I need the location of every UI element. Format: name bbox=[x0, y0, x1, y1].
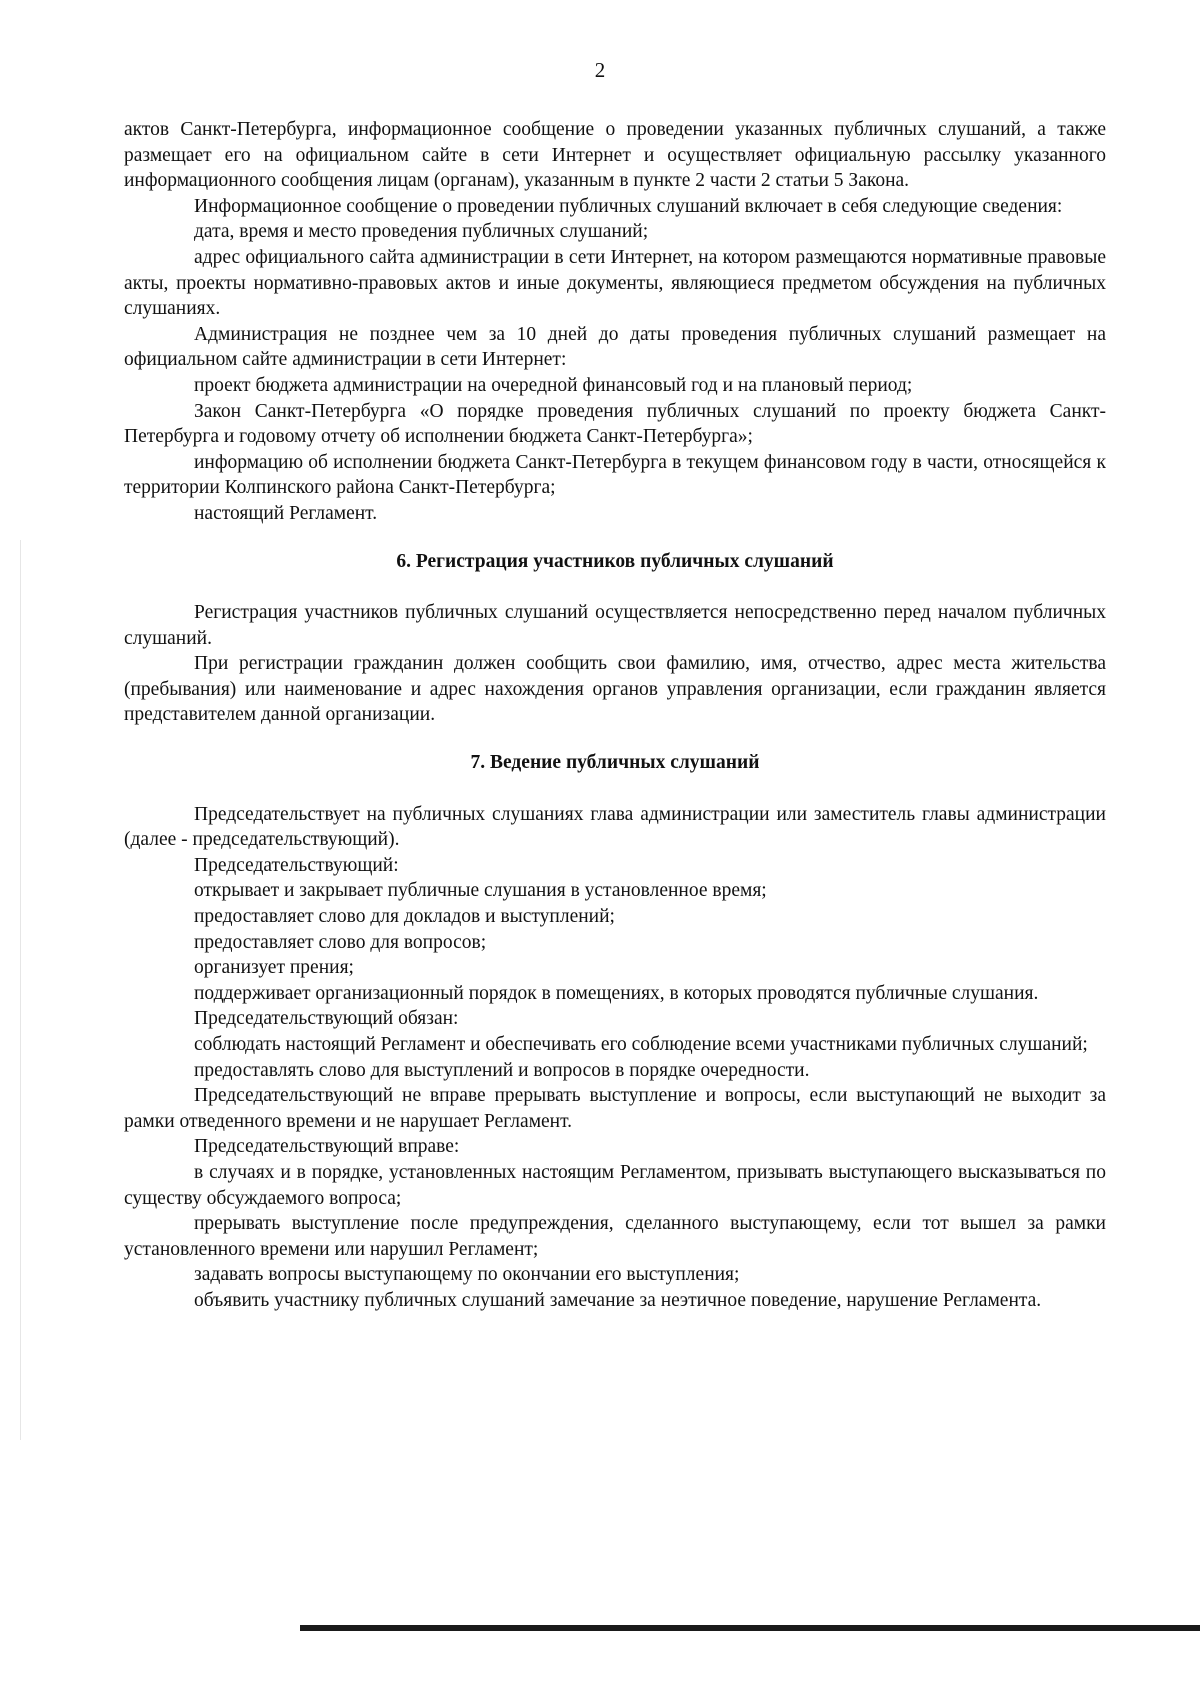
paragraph: объявить участнику публичных слушаний замечание за неэтичное поведение, нарушение Регламента. bbox=[194, 1289, 1042, 1311]
paragraph: предоставляет слово для вопросов; bbox=[194, 931, 487, 953]
paragraph: Председательствующий вправе: bbox=[194, 1136, 460, 1158]
paragraph: дата, время и место проведения публичных слушаний; bbox=[194, 221, 649, 243]
paragraph: поддерживает организационный порядок в помещениях, в которых проводятся публичные слушания. bbox=[194, 982, 1039, 1004]
paragraph: задавать вопросы выступающему по окончании его выступления; bbox=[194, 1264, 740, 1286]
paragraph: Председательствующий не вправе прерывать выступление и вопросы, если выступающий не выходит за рамки отведенного времени и не нарушает Регламент. bbox=[124, 1085, 1106, 1132]
bottom-rule bbox=[300, 1625, 1200, 1631]
paragraph: проект бюджета администрации на очередной финансовый год и на плановый период; bbox=[194, 374, 913, 396]
paragraph: предоставлять слово для выступлений и вопросов в порядке очередности. bbox=[194, 1059, 810, 1081]
paragraph: актов Санкт-Петербурга, информационное сообщение о проведении указанных публичных слушаний, а также размещает его на официальном сайте в сети Интернет и осуществляет официальную рассылку указанного информационного сообщения лицам (органам), указанным в пункте 2 части 2 статьи 5 Закона. bbox=[124, 119, 1106, 192]
paragraph: При регистрации гражданин должен сообщить свои фамилию, имя, отчество, адрес места жительства (пребывания) или наименование и адрес нахождения органов управления организации, если гражданин является представителем данной организации. bbox=[124, 653, 1106, 726]
paragraph: информацию об исполнении бюджета Санкт-Петербурга в текущем финансовом году в части, относящейся к территории Колпинского района Санкт-Петербурга; bbox=[124, 451, 1106, 499]
paragraph: Председательствующий обязан: bbox=[194, 1008, 459, 1030]
paragraph: Регистрация участников публичных слушаний осуществляется непосредственно перед началом публичных слушаний. bbox=[124, 602, 1106, 649]
paragraph: настоящий Регламент. bbox=[194, 502, 378, 524]
document-body bbox=[124, 117, 1106, 1314]
paragraph: адрес официального сайта администрации в сети Интернет, на котором размещаются нормативные правовые акты, проекты нормативно-правовых актов и иные документы, являющиеся предметом обсуждения на публичных слушаниях. bbox=[124, 246, 1106, 320]
paragraph: предоставляет слово для докладов и выступлений; bbox=[194, 906, 615, 928]
paragraph: Председательствует на публичных слушаниях глава администрации или заместитель главы администрации (далее - председательствующий). bbox=[124, 803, 1106, 851]
paragraph: Администрация не позднее чем за 10 дней до даты проведения публичных слушаний размещает на официальном сайте администрации в сети Интернет: bbox=[124, 323, 1106, 371]
scan-margin-line bbox=[20, 540, 21, 1440]
paragraph: Информационное сообщение о проведении публичных слушаний включает в себя следующие сведения: bbox=[194, 195, 1063, 217]
paragraph: соблюдать настоящий Регламент и обеспечивать его соблюдение всеми участниками публичных слушаний; bbox=[194, 1034, 1088, 1055]
section-title-6: 6. Регистрация участников публичных слушаний bbox=[396, 550, 834, 572]
paragraph: Председательствующий: bbox=[194, 854, 399, 876]
section-title-7: 7. Ведение публичных слушаний bbox=[470, 752, 760, 774]
paragraph: прерывать выступление после предупреждения, сделанного выступающему, если тот вышел за рамки установленного времени или нарушил Регламент; bbox=[124, 1213, 1106, 1260]
page-number: 2 bbox=[594, 58, 606, 82]
paragraph: в случаях и в порядке, установленных настоящим Регламентом, призывать выступающего высказываться по существу обсуждаемого вопроса; bbox=[124, 1161, 1106, 1209]
paragraph: открывает и закрывает публичные слушания в установленное время; bbox=[194, 880, 767, 902]
paragraph: Закон Санкт-Петербурга «О порядке проведения публичных слушаний по проекту бюджета Санкт-Петербурга и годовому отчету об исполнении бюджета Санкт-Петербурга»; bbox=[124, 400, 1106, 448]
paragraph: организует прения; bbox=[194, 957, 354, 979]
